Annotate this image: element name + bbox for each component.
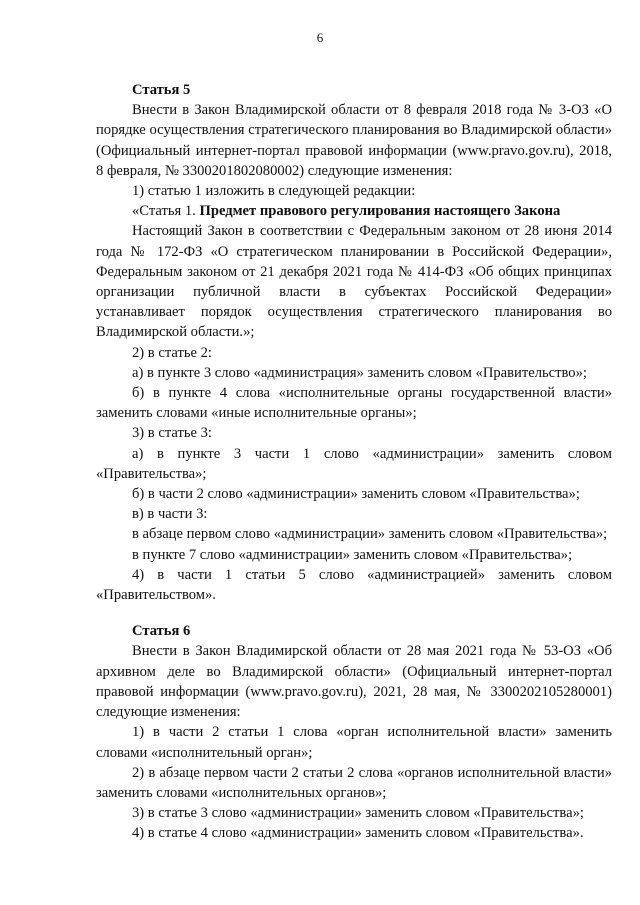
article-6-item-4: 4) в статье 4 слово «администрации» заменить словом «Правительства». [132,825,584,842]
article-5-heading: Статья 5 [132,82,191,98]
article-5-item-1: 1) статью 1 изложить в следующей редакции: [132,183,416,200]
article-5-item-3v: в) в части 3: [132,506,208,523]
article-5-item-2: 2) в статье 2: [132,344,212,361]
article-5-item-3v-2: в пункте 7 слово «администрации» заменить словом «Правительства»; [132,546,573,563]
document-body [96,80,612,844]
article-5 [96,80,612,605]
article-5-item-2a: а) в пункте 3 слово «администрация» заменить словом «Правительство»; [132,364,587,381]
article-6-item-2: 2) в абзаце первом части 2 статьи 2 слова «органов исполнительной власти» заменить словами «исполнительных органов»; [96,764,612,801]
section-gap [96,605,612,621]
article-5-quote-title-line [96,201,612,221]
article-6-item-3: 3) в статье 3 слово «администрации» заменить словом «Правительства»; [132,805,584,822]
quote-prefix: «Статья 1. [132,203,200,220]
page-number: 6 [316,30,324,45]
article-6-heading: Статья 6 [132,623,191,640]
article-5-item-3v-1: в абзаце первом слово «администрации» заменить словом «Правительства»; [132,526,608,543]
article-6-item-1: 1) в части 2 статьи 1 слова «орган исполнительной власти» заменить словами «исполнительный орган»; [96,724,612,761]
article-5-intro: Внести в Закон Владимирской области от 8 февраля 2018 года № 3-ОЗ «О порядке осуществления стратегического планирования во Владимирской области» (Официальный интернет-портал правовой информации (www.pravo.gov.ru), 2018, 8 февраля, № 3300201802080002) следующие изменения: [96,102,612,179]
article-5-quote-body: Настоящий Закон в соответствии с Федеральным законом от 28 июня 2014 года № 172-ФЗ «О стратегическом планировании в Российской Федерации», Федеральным законом от 21 декабря 2021 года № 414-ФЗ «Об общих принципах организации публичной власти в субъектах Российской Федерации» устанавливает порядок осуществления стратегического планирования во Владимирской области.»; [96,223,612,341]
article-5-item-3b: б) в части 2 слово «администрации» заменить словом «Правительства»; [132,486,580,503]
article-6 [96,621,612,843]
article-6-intro: Внести в Закон Владимирской области от 28 мая 2021 года № 53-ОЗ «Об архивном деле во Владимирской области» (Официальный интернет-портал правовой информации (www.pravo.gov.ru), 2021, 28 мая, № 3300202105280001) следующие изменения: [96,643,612,721]
article-5-item-4: 4) в части 1 статьи 5 слово «администрацией» заменить словом «Правительством». [96,566,612,604]
article-5-item-3: 3) в статье 3: [132,425,212,442]
article-5-item-2b: б) в пункте 4 слова «исполнительные органы государственной власти» заменить словами «иные исполнительные органы»; [96,385,612,422]
article-5-item-3a: а) в пункте 3 части 1 слово «администрации» заменить словом «Правительства»; [96,445,612,482]
quote-title: Предмет правового регулирования настоящего Закона [199,203,561,220]
